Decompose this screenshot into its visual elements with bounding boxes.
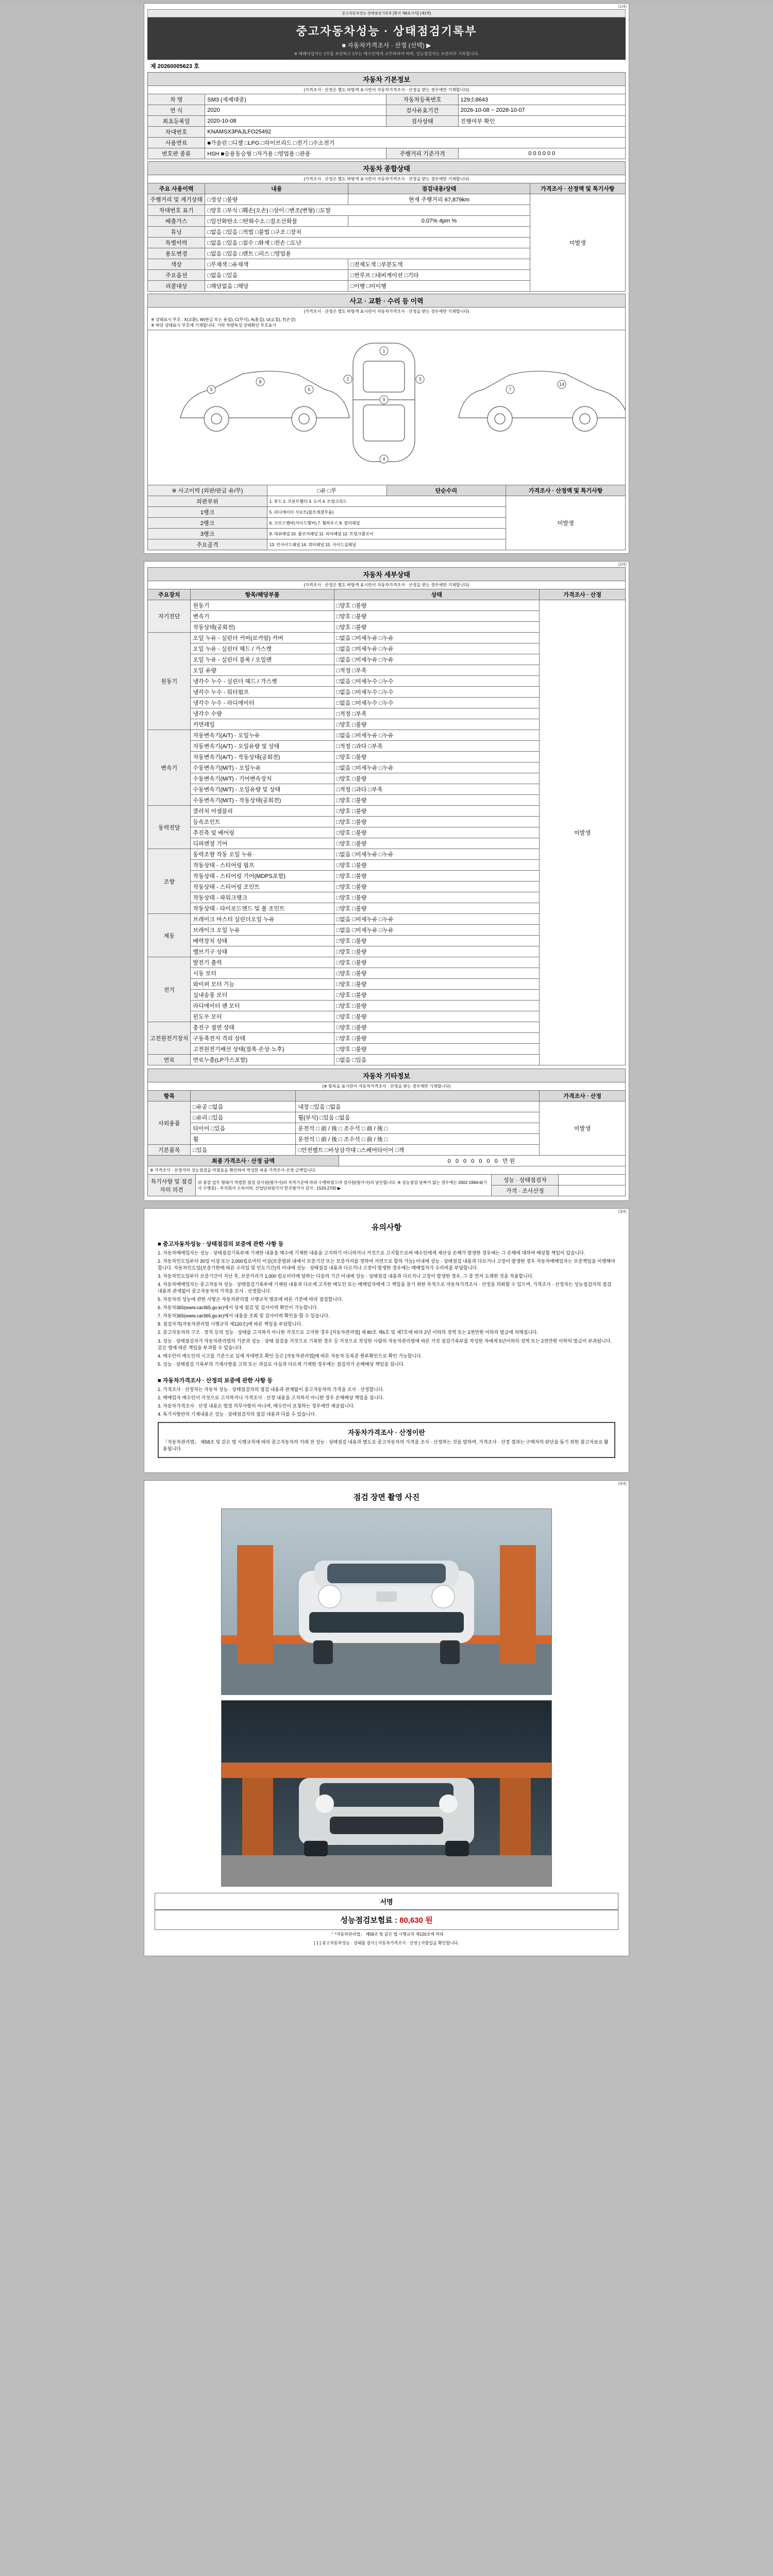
basic-value: 0 0 0 0 0 0 [458, 148, 625, 159]
basic-value: SM3 (세제대중) [205, 94, 386, 105]
detail-item-label: 작동상태 - 타이로드엔드 및 볼 조인트 [191, 903, 334, 914]
detail-item-state: □양호 □불량 [334, 946, 540, 957]
detail-item-label: 실내송풍 모터 [191, 990, 334, 1001]
detail-price-note: 미발생 [540, 600, 626, 1065]
detail-item-label: 등속조인트 [191, 817, 334, 827]
vehicle-damage-diagram [147, 330, 626, 485]
overall-row-label: 배출가스 [148, 216, 205, 227]
detail-item-state: □양호 □불량 [334, 600, 540, 611]
basic-label: 검사유효기간 [386, 105, 458, 116]
table-row [148, 600, 626, 611]
sheet-3 [144, 1208, 629, 1473]
accident-rank-1: 1랭크 [148, 507, 267, 518]
svg-text:9: 9 [382, 397, 385, 402]
photos-title: 점검 장면 촬영 사진 [353, 1493, 420, 1502]
other-row-state: 휠(부식) □있음 □없음 [296, 1112, 540, 1123]
accident-price-value: 미발생 [506, 496, 626, 550]
accident-rank-2: 2랭크 [148, 518, 267, 529]
detail-item-state: □양호 □불량 [334, 903, 540, 914]
svg-text:5: 5 [210, 387, 213, 392]
detail-item-state: □양호 □불량 [334, 622, 540, 633]
overall-col-header: 가격조사 · 산정액 및 특기사항 [530, 183, 625, 194]
detail-item-state: □양호 □불량 [334, 827, 540, 838]
accident-section-title: 사고 · 교환 · 수리 등 이력 [147, 294, 626, 308]
detail-item-state: □양호 □불량 [334, 1044, 540, 1055]
other-row-state: □안전벨트 □비상삼각대 □스페어타이어 □잭 [296, 1145, 540, 1156]
overall-row-label: 주요옵션 [148, 270, 205, 281]
detail-item-state: □양호 □불량 [334, 892, 540, 903]
overall-row-option: □해당없음 □해당 [205, 281, 348, 292]
detail-group-label: 제동 [148, 914, 191, 957]
detail-item-state: □양호 □불량 [334, 968, 540, 979]
other-row-opt: 타이어 □있음 [191, 1123, 296, 1134]
definition-body: 「자동차관리법」 제58조 및 같은 법 시행규칙에 따라 중고자동차의 거래 전 성능 · 상태점검 내용과 별도로 중고자동차의 가격을 조사 · 산정하는 것을 말하며, 가격조사 · 산정 결과는 구매자의 판단을 돕기 위한 참고자료로 활용됩니다. [163, 1439, 609, 1452]
notice-head-1: ■ 중고자동차성능 · 상태점검의 보증에 관한 사항 등 [158, 1241, 284, 1247]
detail-group-label: 변속기 [148, 730, 191, 806]
accident-note-2: ※ 하단 상태표시 부호에 기재합니다. 기타 차량특성 상태확인 부호표시 [151, 323, 277, 328]
detail-item-label: 라디에이터 팬 모터 [191, 1001, 334, 1011]
footer-note-1: 「 *자동차관리법」 제58조 및 같은 법 시행규칙 제120조에 따라 [329, 1931, 444, 1937]
sheet-4 [144, 1480, 629, 1956]
basic-label: 사용연료 [148, 138, 205, 148]
basic-value: KNAMSX3PAJLFO25492 [205, 127, 626, 138]
basic-value: HSH ■승용동승형 □자가용 □영업용 □관용 [205, 148, 386, 159]
top-strip: 중고자동차성능·상태점검기록부 [별지 제6호서식] (제1쪽) [147, 9, 626, 18]
accident-history-label: ※ 사고이력 (외판/판금 유/무) [148, 485, 267, 496]
detail-item-label: 냉각수 누수 - 실린더 헤드 / 가스켓 [191, 676, 334, 687]
other-row-state: 운전석 □ 前 / 後 □ 조수석 □ 前 / 後 □ [296, 1134, 540, 1145]
detail-item-label: 수동변속기(M/T) - 오일유량 및 상태 [191, 784, 334, 795]
detail-item-label: 오일 누유 - 실린더 블록 / 오일팬 [191, 654, 334, 665]
other-section-note: (※ 항목을 표시란이 자동차가격조사 · 산정을 받는 경우에만 기재합니다) [147, 1082, 626, 1090]
notice-list-3 [158, 1386, 615, 1418]
final-price-header: 최종 가격조사 · 산정 금액 [148, 1156, 339, 1166]
notice-item: 7. 자동차365(www.car365.go.kr)에서 내용을 조회 및 검사이력 확인을 할 수 있습니다. [158, 1313, 330, 1319]
title-bar [147, 18, 626, 60]
detail-item-label: 오일 유량 [191, 665, 334, 676]
notice-list-1 [158, 1250, 615, 1328]
svg-text:4: 4 [382, 456, 385, 462]
detail-item-label: 오일 누유 - 실린더 헤드 / 가스켓 [191, 643, 334, 654]
detail-item-label: 냉각수 누수 - 워터펌프 [191, 687, 334, 698]
notice-item: 3. 자동차가격조사 · 산정 내용은 법정 의무사항이 아니며, 매수인이 요청하는 경우에만 제공됩니다. [158, 1403, 355, 1409]
overall-col-header: 주요 사용이력 [148, 183, 205, 194]
detail-item-state: □없음 □미세누유 □누유 [334, 914, 540, 925]
notice-item: 1. 자동차매매업자는 성능 · 상태점검기록부에 기재한 내용을 매수에 기재한 내용을 고지하기 아니하거나 거짓으로 고지할으로써 매수인에게 재산상 손해가 발생한 경우에는 그 손해에 대하여 배상할 책임이 있습니다. [158, 1250, 585, 1256]
basic-section-note: (가격조사 · 산정은 별도 바탕색 표시란이 자동차가격조사 · 산정을 받는 경우에만 기재합니다) [147, 86, 626, 94]
detail-item-state: □양호 □불량 [334, 795, 540, 806]
detail-item-state: □양호 □불량 [334, 806, 540, 817]
detail-group-label: 원동기 [148, 633, 191, 730]
detail-item-label: 디퍼렌셜 기어 [191, 838, 334, 849]
detail-item-label: 자동변속기(A/T) - 오일누유 [191, 730, 334, 741]
accident-legend-2: 5. 라디에이터 서포트(볼트체결부품) [267, 507, 506, 518]
signature-left-label: 특기사항 및 점검자의 의견 [148, 1175, 196, 1196]
sheet-1 [144, 3, 629, 554]
detail-item-label: 연료누출(LP가스포함) [191, 1055, 334, 1065]
detail-item-label: 수동변속기(M/T) - 기어변속장치 [191, 773, 334, 784]
detail-item-label: 수동변속기(M/T) - 작동상태(공회전) [191, 795, 334, 806]
car-diagram-svg [148, 330, 625, 480]
detail-group-label: 연료 [148, 1055, 191, 1065]
basic-label: 연 식 [148, 105, 205, 116]
other-row-label: 사외용품 [148, 1101, 191, 1145]
overall-col-header: 점검내용/상태 [348, 183, 530, 194]
detail-group-label: 자기진단 [148, 600, 191, 633]
document-title: 중고자동차성능 · 상태점검기록부 [296, 25, 477, 38]
detail-item-state: □양호 □불량 [334, 860, 540, 871]
other-price-note: 미발생 [540, 1101, 626, 1156]
basic-value: 진행여부 확인 [458, 116, 625, 127]
signature-band: 서명 [155, 1893, 618, 1910]
detail-section-note: (가격조사 · 산정은 별도 바탕색 표시란이 자동차가격조사 · 산정을 받는 경우에만 기재합니다) [147, 581, 626, 589]
vehicle-underbody-photo [221, 1700, 552, 1887]
accident-rank-3: 3랭크 [148, 529, 267, 539]
detail-item-label: 배력장치 상태 [191, 936, 334, 946]
detail-item-label: 작동상태(공회전) [191, 622, 334, 633]
detail-group-label: 조향 [148, 849, 191, 914]
accident-section-note: (가격조사 · 산정은 별도 바탕색 표시란이 자동차가격조사 · 산정을 받는 경우에만 기재합니다) [147, 308, 626, 315]
detail-item-state: □양호 □불량 [334, 1001, 540, 1011]
svg-text:3: 3 [418, 377, 422, 382]
overall-section-note: (가격조사 · 산정은 별도 바탕색 표시란이 자동차가격조사 · 산정을 받는 경우에만 기재합니다) [147, 175, 626, 183]
detail-item-label: 변속기 [191, 611, 334, 622]
detail-item-state: □없음 □미세누유 □누유 [334, 925, 540, 936]
basic-value: 2026-10-08 ~ 2028-10-07 [458, 105, 625, 116]
basic-label: 주행거리 기준가격 [386, 148, 458, 159]
final-price-table [147, 1155, 626, 1175]
final-price-value: 0 0 0 0 0 0 0 만원 [339, 1156, 625, 1166]
notice-item: 4. 매수인이 매도인의 시고를 기준으로 실제 차대번호 확인 등은 [자동차관리법]에 따른 자동차 등록증 원부확인으로 확인 가능합니다. [158, 1353, 423, 1359]
svg-text:7: 7 [509, 387, 512, 392]
accident-legend-5: 13. 인사이드패널 14. 쿼터패널 15. 사이드실패널 [267, 539, 506, 550]
svg-text:6: 6 [308, 387, 311, 392]
final-price-note: ※ 가격조사 · 산정자의 성능점검을 마쳤음을 확인하여 작성한 최종 가격조사·산정 금액입니다. [148, 1166, 626, 1175]
overall-row-label: 리콜대상 [148, 281, 205, 292]
other-col-header: 항목 [148, 1091, 191, 1101]
detail-section-title: 자동차 세부상태 [147, 567, 626, 581]
detail-col-header: 주요장치 [148, 589, 191, 600]
overall-table [147, 183, 626, 292]
notice-item: 2. 중고자동차의 구조 · 장치 등의 성능 · 상태를 고지하지 아니한 거짓으로 고지한 경우 [자동차관리법] 제 80조 제6호 및 제7호에 따라 2년 이하의 징역 또는 2천만원 이하의 벌금에 처해집니다. [158, 1330, 539, 1335]
sheet-2 [144, 561, 629, 1201]
overall-row-label: 차대번호 표기 [148, 205, 205, 216]
overall-row-state: □전체도색 □부분도색 [348, 259, 530, 270]
overall-row-option: □무채색 □유채색 [205, 259, 348, 270]
other-col-header: 가격조사 · 산정 [540, 1091, 626, 1101]
detail-item-state: □없음 □미세누수 □누수 [334, 687, 540, 698]
accident-simple-repair: 단순수리 [386, 485, 506, 496]
basic-info-table [147, 94, 626, 159]
detail-item-state: □양호 □불량 [334, 871, 540, 882]
detail-item-label: 작동상태 - 스티어링 펌프 [191, 860, 334, 871]
notice-item: 3. 자동차인도일부터 보증기간이 지난 후, 보증거리가 1,000 킬로미터에 달하는 다음의 기간 이내에 성능 · 상태점검 내용과 다르거나 고장이 발생한 경우, 그 중 먼저 도래한 것을 적용합니다. [158, 1274, 534, 1279]
detail-item-state: □양호 □불량 [334, 882, 540, 892]
detail-item-label: 고전원전기배선 상태(접촉·손상·노후) [191, 1044, 334, 1055]
basic-label: 번호판 종류 [148, 148, 205, 159]
detail-item-state: □없음 □미세누유 □누유 [334, 849, 540, 860]
overall-row-option: □없음 □있음 □침수 □화재 □전손 □도난 [205, 238, 530, 248]
page-id-3: (3/4) [618, 1209, 627, 1214]
detail-group-label: 전기 [148, 957, 191, 1022]
document-page [0, 3, 773, 2576]
detail-item-label: 커먼레일 [191, 719, 334, 730]
basic-label: 차대번호 [148, 127, 205, 138]
detail-item-state: □양호 □불량 [334, 719, 540, 730]
footer-note-2: [ 1 ] 중고자동차성능 · 상태를 검사 [ 자동차가격조사 · 산정 ] 사항입을 확인합니다. [314, 1940, 459, 1945]
signature-role-1: 성능 · 상태점검자 [492, 1175, 559, 1185]
notice-item: 5. 성능 · 상태점검 기록부의 기재사항을 고의 또는 과실로 사실과 다르게 기재한 경우에는 점검자가 손해배상 책임을 집니다. [158, 1361, 405, 1367]
detail-col-header: 항목/해당부품 [191, 589, 334, 600]
overall-price-note: 미발생 [530, 194, 625, 292]
detail-item-label: 밸브기구 상태 [191, 946, 334, 957]
notice-item: 4. 자동차매매업자는 중고자동차 성능 · 상태점검기록부에 기재된 내용과 다르게 고지한 매도인 또는 매매업자에게 그 책임을 묻기 위한 목적으로 자동차가격조사 · 산정을 의뢰할 수 있으며, 가격조사 · 산정자는 성능점검자의 점검 내용과 관계없이 중고자동차의 가격을 조사 · 산정합니다. [158, 1282, 612, 1294]
detail-item-label: 냉각수 누수 - 라디에이터 [191, 698, 334, 708]
accident-legend-4: 9. 대쉬패널 10. 플로어패널 11. 리어패널 12. 트렁크플로어 [267, 529, 506, 539]
notice-item: 3. 성능 · 상태점검자가 자동차관리법의 기준과 성능 · 상태 점검을 거짓으로 기록한 경우 등 거짓으로 작성한 사람의 자동차관리법에 따른 거짓 점검기록부를 작성한 자에게 5년이하의 징역 또는 2천만원 이하의 벌금이 부과됩니다. 같은 법에 따른 책임을 부과할 수 있습니다. [158, 1338, 612, 1350]
notice-item: 1. 가격조사 · 산정자는 자동차 성능 · 상태점검자의 점검 내용과 관계없이 중고자동차의 가격을 조사 · 산정합니다. [158, 1386, 384, 1392]
detail-table-body [148, 600, 626, 1065]
detail-item-label: 오일 누유 - 실린더 커버(로커암) 커버 [191, 633, 334, 643]
overall-row-state: □이행 □미이행 [348, 281, 530, 292]
detail-item-state: □없음 □있음 [334, 1055, 540, 1065]
detail-item-state: □양호 □불량 [334, 957, 540, 968]
detail-item-state: □적정 □부족 [334, 665, 540, 676]
inspection-fee-label: 성능점검보험료 : [340, 1916, 397, 1925]
detail-item-state: □양호 □불량 [334, 838, 540, 849]
definition-box [158, 1422, 615, 1458]
signature-blank-1 [559, 1175, 626, 1185]
overall-row-option: □정상 □불량 [205, 194, 348, 205]
doc-no-label: 제 [150, 63, 156, 70]
detail-table [147, 589, 626, 1065]
other-row-opt: □있음 [191, 1145, 296, 1156]
doc-no-value: 20260005623 [157, 63, 192, 70]
overall-row-label: 색상 [148, 259, 205, 270]
notice-item: 5. 자동차의 성능에 관한 사항은 자동차관리법 시행규칙 별표에 따른 기준에 따라 점검합니다. [158, 1297, 343, 1302]
detail-item-state: □양호 □불량 [334, 773, 540, 784]
page-id-1: (1/4) [618, 4, 627, 9]
vehicle-front-photo [221, 1509, 552, 1695]
detail-item-label: 충전구 절연 상태 [191, 1022, 334, 1033]
detail-item-state: □양호 □불량 [334, 1011, 540, 1022]
detail-item-state: □없음 □미세누유 □누유 [334, 654, 540, 665]
overall-col-header: 내용 [205, 183, 348, 194]
overall-row-state: 0.07% 4pm % [348, 216, 530, 227]
signature-role-2: 가격 · 조사산정 [492, 1185, 559, 1196]
accident-legend-1: 1. 후드 2. 프론트휀더 3. 도어 4. 트렁크리드 [267, 496, 506, 507]
basic-label: 자동차등록번호 [386, 94, 458, 105]
page-id-4: (4/4) [618, 1481, 627, 1486]
notice-item: 2. 매매업자 매수인이 거짓으로 고지하거나 가격조사 · 산정 내용을 고지하지 아니한 경우 손해배상 책임을 집니다. [158, 1395, 384, 1400]
detail-item-label: 와이퍼 모터 기능 [191, 979, 334, 990]
notice-section [144, 1214, 629, 1472]
overall-row-label: 주행거리 및 계기상태 [148, 194, 205, 205]
detail-item-state: □양호 □불량 [334, 1033, 540, 1044]
notice-item: 8. 점검자격(자동차관리법 시행규칙 제120조)에 따른 책임을 부담합니다. [158, 1321, 303, 1327]
detail-item-label: 수동변속기(M/T) - 오일누유 [191, 762, 334, 773]
detail-item-state: □양호 □불량 [334, 611, 540, 622]
svg-text:14: 14 [559, 382, 565, 387]
other-section-title: 자동차 기타정보 [147, 1069, 626, 1082]
accident-note-1: ※ 상태표시 부호 : X(교환), W(판금 또는 용접), C(부식), A(홈집), U(요철), T(손상) [151, 317, 296, 322]
detail-col-header: 가격조사 · 산정 [540, 589, 626, 600]
other-col-header [191, 1091, 296, 1101]
detail-item-state: □없음 □미세누유 □누유 [334, 643, 540, 654]
notice-list-2 [158, 1329, 615, 1367]
accident-main-label: 주요골격 [148, 539, 267, 550]
other-row-state: 내장 □있음 □없음 [296, 1101, 540, 1112]
notice-title: 유의사항 [372, 1223, 401, 1232]
detail-item-label: 시동 모터 [191, 968, 334, 979]
other-row-state: 운전석 □ 前 / 後 □ 조수석 □ 前 / 後 □ [296, 1123, 540, 1134]
notice-item: 6. 자동차365(www.car365.go.kr)에서 상세 점검 및 검사이력 확인이 가능합니다. [158, 1305, 318, 1311]
overall-row-label: 특별이력 [148, 238, 205, 248]
detail-item-label: 브레이크 마스터 실린더오일 누유 [191, 914, 334, 925]
page-id-2: (2/4) [618, 562, 627, 567]
accident-history-option: □유 □무 [267, 485, 386, 496]
detail-item-label: 작동상태 - 파워크랭크 [191, 892, 334, 903]
overall-row-option: □일산화탄소 □탄화수소 □질소산화물 [205, 216, 348, 227]
detail-item-label: 클러치 어셈블리 [191, 806, 334, 817]
detail-item-state: □양호 □불량 [334, 936, 540, 946]
document-number-row [147, 60, 626, 72]
svg-text:8: 8 [259, 379, 262, 384]
signature-blank-2 [559, 1185, 626, 1196]
basic-label: 차 명 [148, 94, 205, 105]
detail-item-label: 브레이크 오일 누유 [191, 925, 334, 936]
basic-value: ■가솔린 □디젤 □LPG □하이브리드 □전기 □수소전기 [205, 138, 626, 148]
other-row-opt: □유리 □있음 [191, 1112, 296, 1123]
doc-no-suffix: 호 [194, 63, 199, 70]
detail-item-label: 윈도우 모터 [191, 1011, 334, 1022]
other-row-opt: □유공 □없음 [191, 1101, 296, 1112]
detail-item-state: □적정 □부족 [334, 708, 540, 719]
notice-item: 2. 자동차인도일부터 30일 이상 또는 2,000킬로미터 이상(보증범위 내에서 보증기간 또는 보증거리를 정하여 서면으로 합의 가능) 이내에 성능 · 상태점검 내용과 다르거나 고장이 발생한 경우 자동차매매업자는 보증책임을 이행해야 합니다. 자동차인도일(보증기한에 따른 수리일 및 인도기간)의 이내에 성능 · 상태점검 내용과 다르거나 고장이 발생한 경우에는 매매업자가 수리비를 부담합니다. [158, 1259, 615, 1271]
basic-value: 2020-10-08 [205, 116, 386, 127]
detail-item-state: □적정 □과다 □부족 [334, 784, 540, 795]
detail-item-state: □양호 □불량 [334, 979, 540, 990]
svg-text:2: 2 [346, 377, 349, 382]
detail-item-state: □양호 □불량 [334, 752, 540, 762]
other-row-opt: 휠 [191, 1134, 296, 1145]
vehicle-underbody-photo-svg [222, 1701, 551, 1886]
detail-item-state: □없음 □미세누유 □누유 [334, 730, 540, 741]
overall-row-option: □없음 □있음 □렌트 □리스 □영업용 [205, 248, 530, 259]
detail-item-label: 구동축전지 격리 상태 [191, 1033, 334, 1044]
accident-outer-label: 외판부위 [148, 496, 267, 507]
overall-row-option: □양호 □부식 □훼손(오손) □상이 □변조(변형) □도말 [205, 205, 530, 216]
definition-title: 자동차가격조사 · 산정이란 [348, 1428, 425, 1436]
accident-footer-table [147, 485, 626, 550]
basic-label: 검사상태 [386, 116, 458, 127]
detail-item-label: 발전기 출력 [191, 957, 334, 968]
detail-item-state: □양호 □불량 [334, 990, 540, 1001]
detail-item-label: 추진축 및 베어링 [191, 827, 334, 838]
other-row-label: 기본품목 [148, 1145, 191, 1156]
overall-row-option: □없음 □있음 [205, 270, 348, 281]
notice-item: 4. 특기사항란의 기재내용은 성능 · 상태점검자의 점검 내용과 다를 수 있습니다. [158, 1411, 316, 1417]
detail-col-header: 상태 [334, 589, 540, 600]
detail-group-label: 고전원전기장치 [148, 1022, 191, 1055]
notice-head-2: ■ 자동차가격조사 · 산정의 보증에 관한 사항 등 [158, 1377, 273, 1384]
detail-item-state: □없음 □미세누유 □누유 [334, 762, 540, 773]
overall-row-label: 용도변경 [148, 248, 205, 259]
basic-value: 129소8643 [458, 94, 625, 105]
detail-item-state: □없음 □미세누유 □누유 [334, 633, 540, 643]
detail-item-label: 냉각수 수량 [191, 708, 334, 719]
basic-label: 최초등록일 [148, 116, 205, 127]
detail-item-state: □없음 □미세누수 □누수 [334, 676, 540, 687]
organization-note: 위 점검 업무 형태가 적법한 점검 검사원(평가사)의 자격기준에 따라 수행하였으며 검사원(평가사)의 날인합니다. ※ 성능점검 날짜가 없는 경우에는 2002-1994-6(기사 수행중) - 주식회사 소속이며, 산업단위평가사 한국평가사 검사 : 1533-2700 ▶ [195, 1175, 492, 1196]
detail-item-state: □양호 □불량 [334, 1022, 540, 1033]
detail-item-state: □없음 □미세누수 □누수 [334, 698, 540, 708]
document-title-note: ※ 매매사업자는 1부를 보관하고 1부는 매수인에게 교부하여야 하며, 성능점검자는 보관의무 기록합니다. [294, 52, 479, 56]
inspection-fee-value: 80,630 원 [399, 1916, 433, 1925]
svg-text:1: 1 [382, 348, 385, 353]
detail-item-label: 작동상태 - 스티어링 기어(MDPS포함) [191, 871, 334, 882]
overall-row-state: □썬루프 □내비게이션 □기타 [348, 270, 530, 281]
signature-table [147, 1174, 626, 1196]
detail-item-label: 자동변속기(A/T) - 오일유량 및 상태 [191, 741, 334, 752]
detail-item-label: 작동상태 - 스티어링 조인트 [191, 882, 334, 892]
overall-section-title: 자동차 종합상태 [147, 161, 626, 175]
other-col-header [296, 1091, 540, 1101]
basic-value: 2020 [205, 105, 386, 116]
overall-row-state: 현재 주행거리 67,879km [348, 194, 530, 205]
detail-item-label: 원동기 [191, 600, 334, 611]
detail-item-label: 동력조향 작동 오일 누유 [191, 849, 334, 860]
overall-row-option: □없음 □있음 □적법 □불법 □구조 □장치 [205, 227, 530, 238]
accident-price-header: 가격조사 · 산정액 및 특기사항 [506, 485, 626, 496]
document-subtitle: ■ 자동차가격조사 · 산정 (선택) ▶ [342, 42, 431, 49]
inspection-fee-band [155, 1910, 618, 1930]
detail-group-label: 동력전달 [148, 806, 191, 849]
basic-section-title: 자동차 기본정보 [147, 72, 626, 86]
detail-item-label: 자동변속기(A/T) - 작동상태(공회전) [191, 752, 334, 762]
vehicle-front-photo-svg [222, 1509, 551, 1694]
overall-row-label: 튜닝 [148, 227, 205, 238]
detail-item-state: □적정 □과다 □부족 [334, 741, 540, 752]
other-info-table [147, 1090, 626, 1156]
accident-legend-3: 6. 크로스멤버(사이드멤버) 7. 휠하우스 8. 필러패널 [267, 518, 506, 529]
detail-item-state: □양호 □불량 [334, 817, 540, 827]
